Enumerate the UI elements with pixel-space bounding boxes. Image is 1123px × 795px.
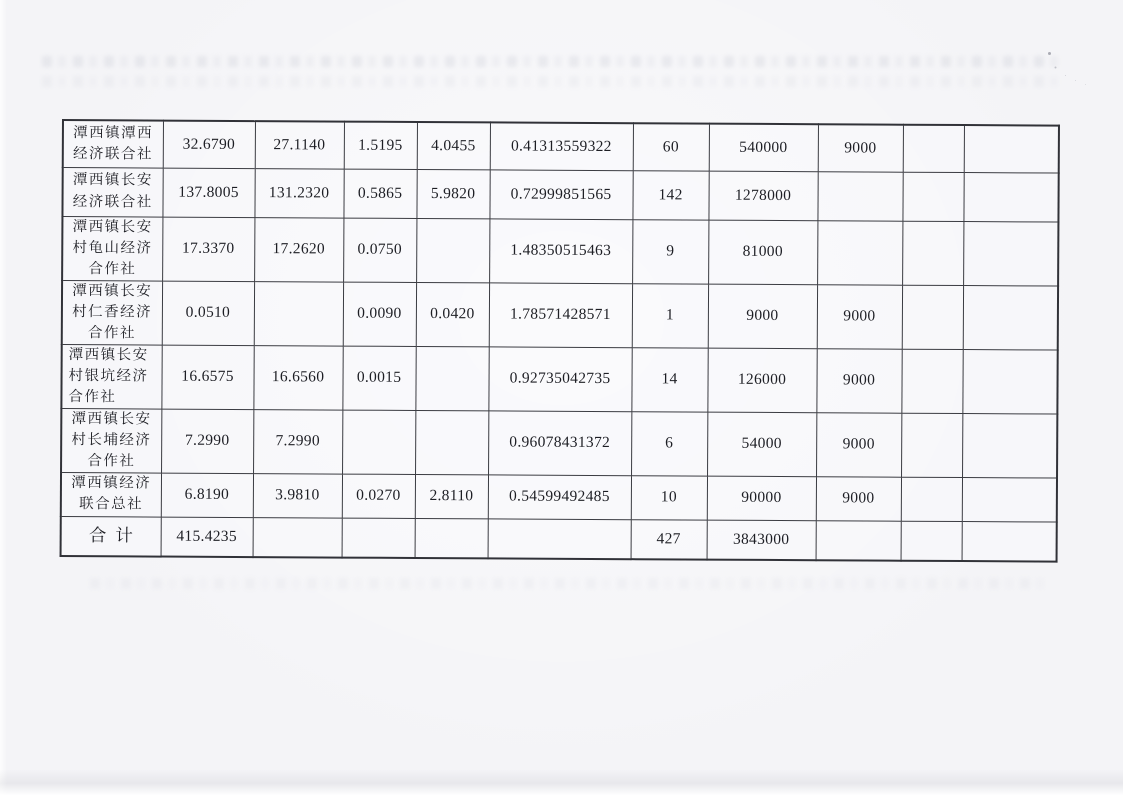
value-cell: 81000	[708, 220, 817, 285]
value-cell	[901, 521, 962, 561]
org-name-cell: 潭西镇长安 村仁香经济 合作社	[62, 280, 162, 345]
value-cell: 9000	[818, 124, 903, 171]
org-name-cell: 潭西镇长安 村长埔经济 合作社	[61, 408, 161, 473]
value-cell	[901, 349, 962, 413]
value-cell	[901, 413, 962, 477]
bleedthrough-line	[90, 578, 1050, 589]
value-cell: 7.2990	[161, 409, 253, 474]
value-cell: 54000	[707, 412, 816, 477]
value-cell	[963, 221, 1058, 286]
value-cell: 9000	[816, 348, 901, 413]
cooperative-data-table	[60, 119, 1060, 563]
table-body	[61, 120, 1059, 562]
scan-edge-left	[0, 0, 7, 795]
value-cell: 0.92735042735	[488, 346, 631, 411]
value-cell	[816, 520, 901, 560]
value-cell	[817, 220, 902, 285]
table-row	[61, 408, 1057, 478]
value-cell: 3843000	[707, 520, 816, 561]
value-cell: 0.0090	[343, 282, 416, 346]
value-cell: 1.5195	[344, 122, 417, 169]
value-cell	[962, 521, 1057, 562]
value-cell: 0.0420	[416, 282, 489, 346]
value-cell	[963, 285, 1058, 350]
table-row	[63, 120, 1059, 173]
bleedthrough-text-top	[42, 56, 1062, 96]
value-cell: 6.8190	[161, 473, 253, 518]
org-name-cell: 潭西镇经济 联合总社	[61, 472, 161, 517]
value-cell: 60	[633, 123, 709, 170]
value-cell: 9	[632, 219, 708, 283]
value-cell	[962, 413, 1057, 478]
value-cell: 4.0455	[417, 122, 490, 169]
value-cell	[962, 477, 1057, 522]
value-cell	[963, 172, 1058, 222]
bleedthrough-line	[42, 56, 1062, 67]
table-row	[61, 344, 1057, 414]
value-cell: 17.3370	[162, 217, 254, 282]
value-cell: 10	[631, 475, 707, 519]
value-cell	[964, 125, 1059, 173]
table-container	[60, 119, 1060, 563]
value-cell: 0.5865	[343, 169, 416, 218]
value-cell: 90000	[707, 476, 816, 521]
value-cell: 9000	[816, 476, 901, 520]
value-cell: 137.8005	[162, 168, 254, 218]
value-cell	[415, 346, 488, 410]
value-cell: 1	[632, 283, 708, 347]
ink-specks	[1048, 52, 1051, 55]
value-cell: 1.78571428571	[489, 282, 632, 347]
value-cell	[415, 410, 488, 474]
value-cell: 131.2320	[254, 168, 343, 217]
value-cell: 0.0750	[343, 218, 416, 282]
bleedthrough-line	[42, 76, 1062, 87]
bleedthrough-text-bottom	[90, 578, 1050, 598]
value-cell	[903, 125, 964, 172]
value-cell: 142	[632, 170, 708, 219]
org-name-cell: 潭西镇长安 村银坑经济 合作社	[61, 344, 161, 409]
org-name-cell: 潭西镇长安 经济联合社	[62, 167, 162, 217]
value-cell: 27.1140	[255, 121, 344, 168]
value-cell	[254, 281, 343, 346]
value-cell	[415, 518, 488, 558]
value-cell: 9000	[708, 284, 817, 349]
value-cell: 2.8110	[415, 474, 488, 518]
value-cell: 0.0510	[162, 281, 254, 346]
value-cell: 32.6790	[163, 121, 255, 169]
value-cell	[902, 172, 963, 221]
org-name-cell: 潭西镇长安 村龟山经济 合作社	[62, 216, 162, 281]
table-row	[62, 280, 1058, 350]
value-cell: 16.6560	[253, 345, 342, 410]
value-cell: 3.9810	[253, 473, 342, 517]
value-cell	[817, 171, 902, 220]
value-cell	[253, 517, 342, 557]
value-cell: 1.48350515463	[489, 218, 632, 283]
org-name-cell: 合计	[61, 516, 161, 557]
value-cell: 14	[631, 347, 707, 411]
value-cell: 0.41313559322	[490, 122, 633, 170]
value-cell	[902, 221, 963, 285]
value-cell: 415.4235	[161, 517, 253, 558]
value-cell: 1278000	[708, 171, 817, 221]
value-cell: 7.2990	[253, 409, 342, 474]
table-row	[61, 516, 1057, 562]
table-row	[62, 216, 1058, 286]
value-cell: 5.9820	[416, 169, 489, 218]
value-cell: 0.96078431372	[488, 411, 631, 476]
value-cell: 0.54599492485	[488, 475, 631, 520]
value-cell: 9000	[816, 412, 901, 477]
value-cell	[488, 519, 631, 560]
value-cell: 0.0270	[342, 474, 415, 518]
value-cell	[902, 285, 963, 349]
value-cell: 540000	[709, 124, 818, 172]
value-cell: 126000	[707, 348, 816, 413]
value-cell: 6	[631, 411, 707, 475]
scan-edge-bottom	[0, 769, 1123, 795]
org-name-cell: 潭西镇潭西 经济联合社	[63, 120, 163, 168]
value-cell	[342, 518, 415, 558]
value-cell	[342, 410, 415, 474]
value-cell: 16.6575	[161, 345, 253, 410]
table-row	[62, 167, 1058, 222]
value-cell: 427	[631, 519, 707, 559]
value-cell	[901, 477, 962, 521]
value-cell	[416, 218, 489, 282]
value-cell: 0.72999851565	[489, 169, 632, 219]
value-cell: 0.0015	[342, 346, 415, 410]
value-cell: 9000	[817, 284, 902, 349]
value-cell: 17.2620	[254, 217, 343, 282]
value-cell	[962, 349, 1057, 414]
table-row	[61, 472, 1057, 522]
